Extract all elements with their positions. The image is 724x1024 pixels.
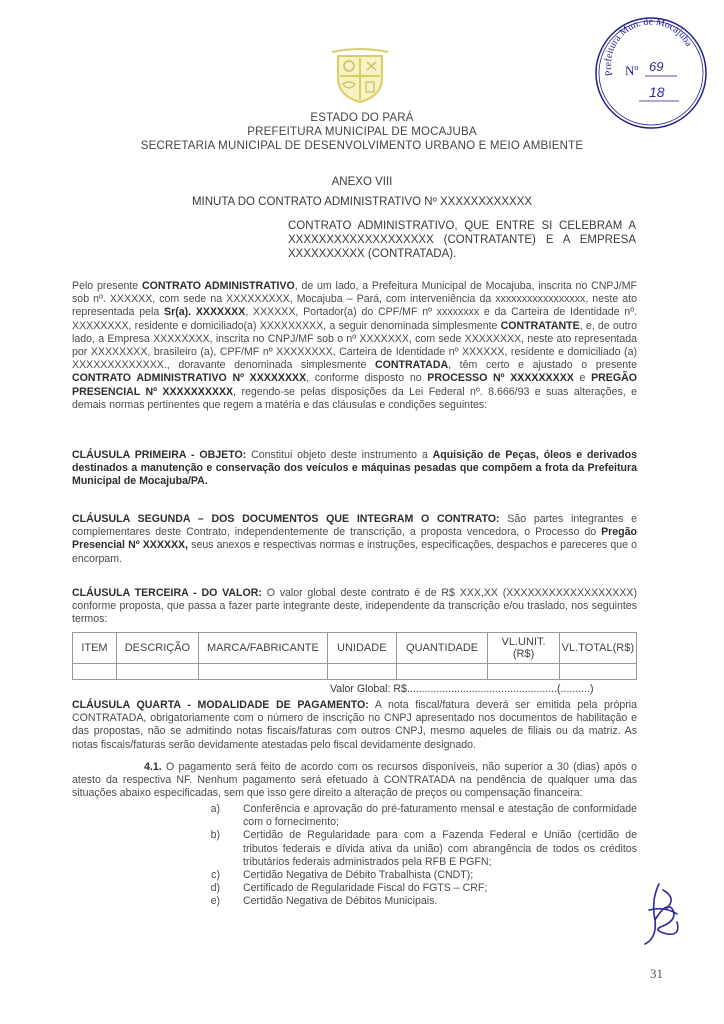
handwritten-signature [637,880,687,950]
col-quantidade: QUANTIDADE [396,633,488,664]
item-4-1: 4.1. O pagamento será feito de acordo com os recursos disponíveis, não superior a 30 (dias) após o atesto da respectiva NF. Nenhum pagamento será efetuado à CONTRATADA na pendência de qualquer uma das situações abaixo especificadas, sem que isso gere direito a alteração de preços ou compensação financeira: [72,761,637,800]
minuta-title: MINUTA DO CONTRATO ADMINISTRATIVO Nº XXXXXXXXXXXX [191,196,533,208]
list-item: a) Conferência e aprovação do pré-faturamento mensal e atestação de conformidade com o fornecimento; [210,803,637,829]
header-secretaria: SECRETARIA MUNICIPAL DE DESENVOLVIMENTO URBANO E MEIO AMBIENTE [140,140,584,152]
list-item: b) Certidão de Regularidade para com a Fazenda Federal e União (certidão de tributos federais e dívida ativa da união) com abrangência de todos os créditos tributários federais administrados pela RFB E PGFN; [210,829,637,868]
document-header [0,111,724,153]
stamp-number-value: 69 [649,59,664,74]
header-prefeitura: PREFEITURA MUNICIPAL DE MOCAJUBA [247,126,477,138]
col-vl-total: VL.TOTAL(R$) [559,633,636,664]
clausula-terceira: CLÁUSULA TERCEIRA - DO VALOR: O valor global deste contrato é de R$ XXX,XX (XXXXXXXXXXXXXXXXXX) conforme proposta, que passa a fazer parte integrante deste, independente da transcrição e/ou traslado, nos seguintes termos: [72,587,637,626]
col-marca: MARCA/FABRICANTE [198,633,327,664]
table-header-row [73,633,637,664]
valor-global: Valor Global: R$...................................................(..........) [330,683,594,695]
clausula-segunda: CLÁUSULA SEGUNDA – DOS DOCUMENTOS QUE INTEGRAM O CONTRATO: São partes integrantes e complementares deste Contrato, independentemente de transcrição, a proposta vencedora, o Processo do Pregão Presencial Nº XXXXXX, seus anexos e respectivas normas e instruções, especificações, despachos e pareceres que o encorpam. [72,513,637,565]
col-vl-unit: VL.UNIT. (R$) [488,633,559,664]
page-number: 31 [650,966,663,981]
clausula-primeira: CLÁUSULA PRIMEIRA - OBJETO: Constitui objeto deste instrumento a Aquisição de Peças, óleos e derivados destinados a manutenção e conservação dos veículos e máquinas pesadas que compõem a frota da Prefeitura Municipal de Mocajuba/PA. [72,449,637,488]
anexo-title: ANEXO VIII [331,176,393,188]
header-state: ESTADO DO PARÁ [310,112,414,124]
items-table [72,632,637,680]
col-descricao: DESCRIÇÃO [116,633,198,664]
payment-conditions-list [200,803,637,909]
stamp-number-label: Nº [625,63,639,78]
list-item: e) Certidão Negativa de Débitos Municipais. [210,895,438,908]
list-item: c) Certidão Negativa de Débito Trabalhista (CNDT); [211,869,474,882]
col-item: ITEM [73,633,117,664]
col-unidade: UNIDADE [327,633,396,664]
municipal-crest-logo [330,48,390,104]
stamp-page-value: 18 [649,84,665,100]
clausula-quarta: CLÁUSULA QUARTA - MODALIDADE DE PAGAMENTO: A nota fiscal/fatura deverá ser emitida pela própria CONTRATADA, obrigatoriamente com o número de inscrição no CNPJ apresentado nos documentos de habilitação e das propostas, não se admitindo notas fiscais/faturas com outros CNPJ, mesmo aqueles de filiais ou da matriz. As notas fiscais/faturas serão devidamente atestadas pelo fiscal devidamente designado. [72,699,637,751]
contract-description: CONTRATO ADMINISTRATIVO, QUE ENTRE SI CELEBRAM A XXXXXXXXXXXXXXXXXXX (CONTRATANTE) E A EMPRESA XXXXXXXXXX (CONTRATADA). [288,220,636,260]
stamp-arc-text: Prefeitura Mun. de Mocajuba [602,16,694,77]
preamble-paragraph: Pelo presente CONTRATO ADMINISTRATIVO, de um lado, a Prefeitura Municipal de Mocajuba, inscrita no CNPJ/MF sob nº. XXXXXX, com sede na XXXXXXXXX, Mocajuba – Pará, com interveniência da xxxxxxxxxxxxxxxxx, neste ato representada pela Sr(a). XXXXXXX, XXXXXX, Portador(a) do CPF/MF nº xxxxxxxx e da Carteira de Identidade nº. XXXXXXXX, residente e domiciliado(a) XXXXXXXXX, a seguir denominada simplesmente CONTRATANTE, e, de outro lado, a Empresa XXXXXXXX, inscrita no CNPJ/MF sob o nº XXXXXXX, com sede XXXXXXXX, neste ato representada por XXXXXXXX, brasileiro (a), CPF/MF nº XXXXXXXX, Carteira de Identidade nº XXXXXX, residente e domiciliado (a) XXXXXXXXXXXXX., doravante denominada simplesmente CONTRATADA, têm certo e ajustado o presente CONTRATO ADMINISTRATIVO Nº XXXXXXXX, conforme disposto no PROCESSO Nº XXXXXXXXX e PREGÃO PRESENCIAL Nº XXXXXXXXXX, regendo-se pelas disposições da Lei Federal nº. 8.666/93 e suas alterações, e demais normas pertinentes que regem a matéria e das cláusulas e condições seguintes: [72,280,638,411]
list-item: d) Certificado de Regularidade Fiscal do FGTS – CRF; [210,882,488,895]
table-row [73,664,637,680]
